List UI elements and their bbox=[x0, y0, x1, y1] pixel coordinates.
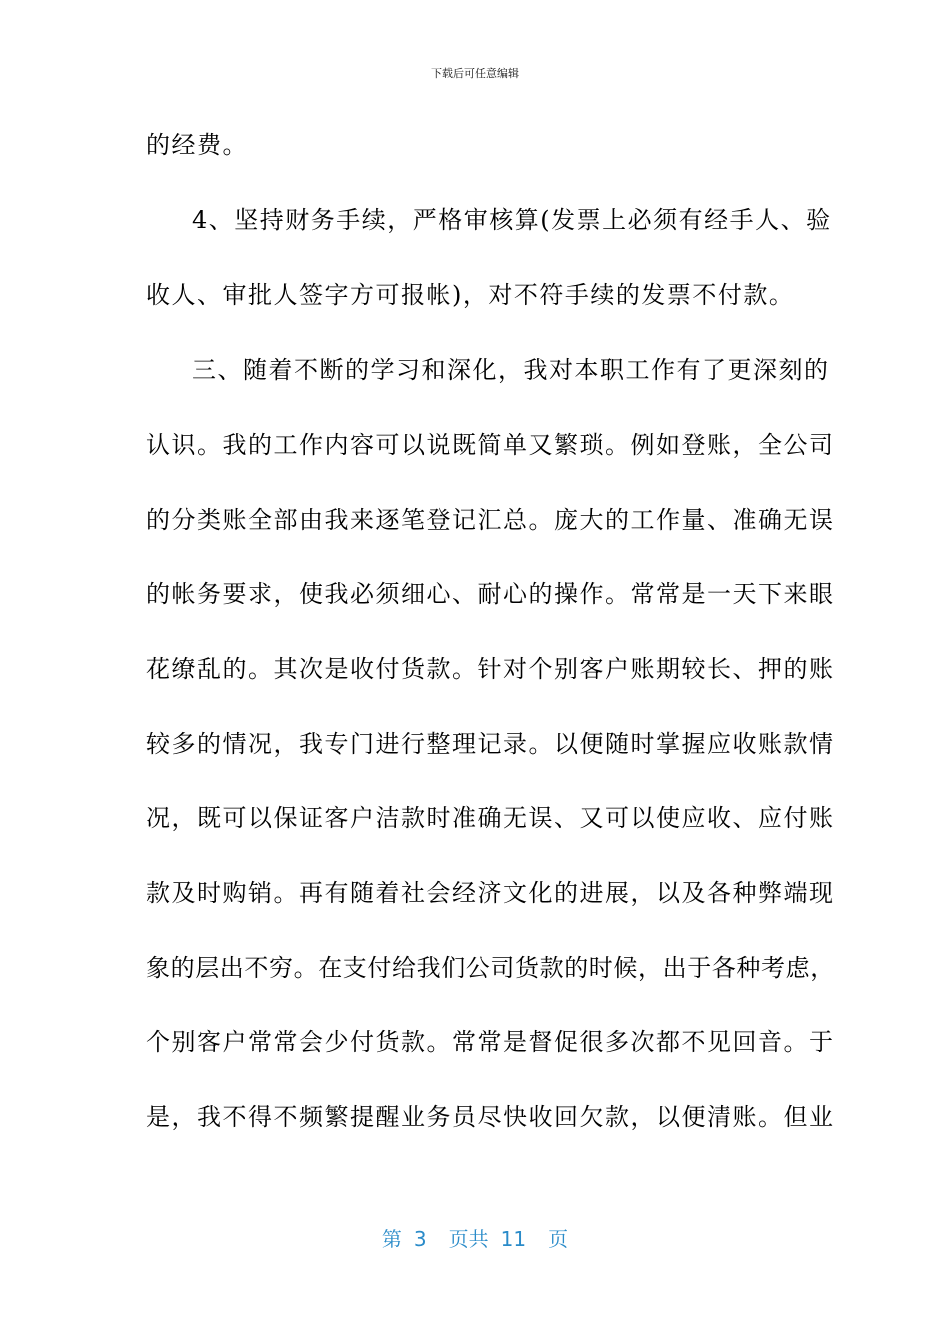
body-line-1: 的经费。 bbox=[146, 131, 248, 159]
body-line-11: 款及时购销。再有随着社会经济文化的进展，以及各种弊端现 bbox=[146, 879, 835, 907]
body-line-13: 个别客户常常会少付货款。常常是督促很多次都不见回音。于 bbox=[146, 1028, 835, 1056]
body-line-8: 花缭乱的。其次是收付货款。针对个别客户账期较长、押的账 bbox=[146, 655, 835, 683]
body-line-14: 是，我不得不频繁提醒业务员尽快收回欠款，以便清账。但业 bbox=[146, 1103, 835, 1131]
footer-total-pages: 11 bbox=[500, 1227, 527, 1251]
page-footer bbox=[0, 1226, 950, 1252]
body-line-5: 认识。我的工作内容可以说既简单又繁琐。例如登账，全公司 bbox=[146, 431, 835, 459]
body-line-9: 较多的情况，我专门进行整理记录。以便随时掌握应收账款情 bbox=[146, 730, 835, 758]
page-header: 下载后可任意编辑 bbox=[431, 67, 519, 80]
footer-suffix: 页 bbox=[548, 1227, 569, 1251]
body-line-3: 收人、审批人签字方可报帐)，对不符手续的发票不付款。 bbox=[146, 281, 795, 309]
footer-prefix: 第 bbox=[381, 1227, 402, 1251]
body-line-10: 况，既可以保证客户洁款时准确无误、又可以使应收、应付账 bbox=[146, 804, 835, 832]
body-line-2: 4、坚持财务手续，严格审核算(发票上必须有经手人、验 bbox=[192, 206, 832, 234]
body-line-7: 的帐务要求，使我必须细心、耐心的操作。常常是一天下来眼 bbox=[146, 580, 835, 608]
body-line-12: 象的层出不穷。在支付给我们公司货款的时候，出于各种考虑， bbox=[146, 954, 835, 982]
footer-mid: 页共 bbox=[448, 1227, 489, 1251]
footer-current-page: 3 bbox=[413, 1227, 427, 1251]
body-line-6: 的分类账全部由我来逐笔登记汇总。庞大的工作量、准确无误 bbox=[146, 506, 835, 534]
body-line-4: 三、随着不断的学习和深化，我对本职工作有了更深刻的 bbox=[192, 356, 830, 384]
